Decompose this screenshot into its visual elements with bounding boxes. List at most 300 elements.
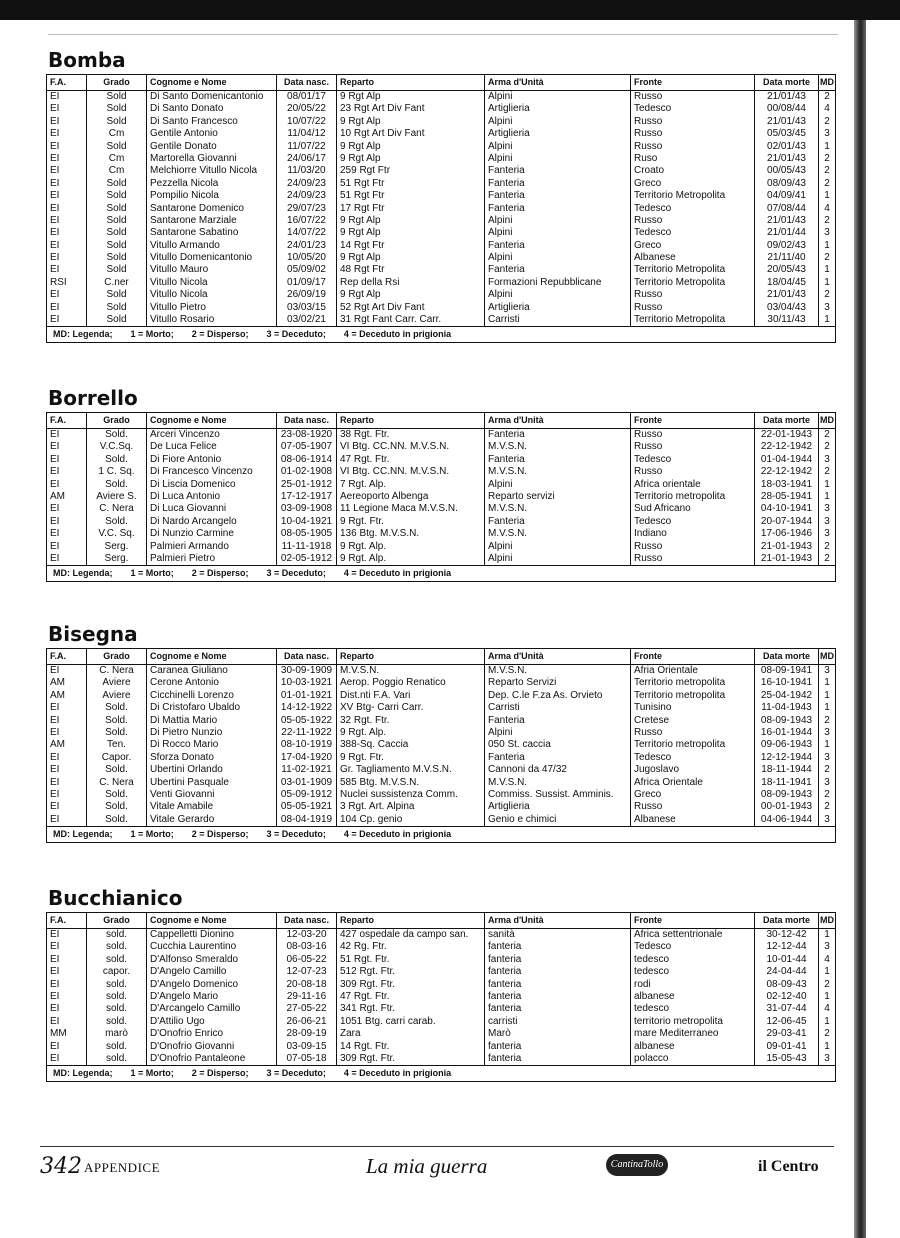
cell-reparto: 309 Rgt. Ftr. — [337, 1053, 485, 1065]
header-nasc: Data nasc. — [277, 913, 337, 928]
table-row — [47, 991, 835, 1003]
cell-fa: AM — [47, 677, 87, 689]
cell-arma: Fanteria — [485, 454, 631, 466]
cell-reparto: 38 Rgt. Ftr. — [337, 429, 485, 441]
cell-arma: Alpini — [485, 91, 631, 103]
cell-fronte: Tedesco — [631, 454, 755, 466]
cell-nome: Martorella Giovanni — [147, 153, 277, 165]
cell-grado: sold. — [87, 979, 147, 991]
table-row — [47, 215, 835, 227]
cell-nasc: 07-05-1907 — [277, 441, 337, 453]
cell-grado: Cm — [87, 165, 147, 177]
cell-md: 1 — [824, 140, 830, 152]
cell-nasc: 29/07/23 — [277, 203, 337, 215]
cell-reparto: 7 Rgt. Alp. — [337, 479, 485, 491]
header-arma: Arma d'Unità — [485, 913, 631, 928]
cell-fronte: Ruso — [631, 153, 755, 165]
cell-morte: 22-12-1942 — [755, 441, 819, 453]
cell-md: 2 — [824, 252, 830, 264]
cell-grado: Cm — [87, 128, 147, 140]
cell-arma: Artiglieria — [485, 302, 631, 314]
cell-nome: Pezzella Nicola — [147, 178, 277, 190]
cell-grado: Sold. — [87, 715, 147, 727]
cell-grado: Sold. — [87, 702, 147, 714]
cell-fronte: albanese — [631, 1041, 755, 1053]
cell-morte: 04-10-1941 — [755, 503, 819, 515]
table-row — [47, 1016, 835, 1028]
cell-md: 2 — [824, 714, 830, 726]
cell-arma: Carristi — [485, 314, 631, 326]
cell-nasc: 20-08-18 — [277, 979, 337, 991]
cell-nome: Sforza Donato — [147, 752, 277, 764]
cell-fa: EI — [47, 479, 87, 491]
cell-morte: 10-01-44 — [755, 954, 819, 966]
top-bar — [0, 0, 900, 20]
cell-reparto: Aerop. Poggio Renatico — [337, 677, 485, 689]
cell-reparto: Dist.nti F.A. Vari — [337, 690, 485, 702]
cell-fronte: Africa Orientale — [631, 777, 755, 789]
section-1 — [46, 386, 836, 582]
cell-arma: Alpini — [485, 153, 631, 165]
cell-nome: Di Mattia Mario — [147, 715, 277, 727]
table-row — [47, 553, 835, 565]
cell-fa: EI — [47, 941, 87, 953]
cell-arma: fanteria — [485, 991, 631, 1003]
cell-arma: M.V.S.N. — [485, 441, 631, 453]
cell-arma: Marò — [485, 1028, 631, 1040]
cell-morte: 18-11-1944 — [755, 764, 819, 776]
cell-md: 3 — [824, 528, 830, 540]
cell-fa: EI — [47, 203, 87, 215]
cell-fronte: Africa settentrionale — [631, 929, 755, 941]
cell-grado: V.C.Sq. — [87, 441, 147, 453]
cell-nasc: 08-04-1919 — [277, 814, 337, 826]
cell-fa: EI — [47, 541, 87, 553]
cell-nome: Di Nunzio Carmine — [147, 528, 277, 540]
cell-reparto: 585 Btg. M.V.S.N. — [337, 777, 485, 789]
cell-grado: Sold. — [87, 801, 147, 813]
cell-fa: EI — [47, 702, 87, 714]
header-md: MD — [820, 651, 834, 661]
cell-grado: C.ner — [87, 277, 147, 289]
header-arma: Arma d'Unità — [485, 75, 631, 90]
cell-fronte: Greco — [631, 240, 755, 252]
cell-morte: 00/08/44 — [755, 103, 819, 115]
header-morte: Data morte — [755, 413, 819, 428]
cell-nasc: 17-12-1917 — [277, 491, 337, 503]
cell-nome: Di Cristofaro Ubaldo — [147, 702, 277, 714]
cell-morte: 30-12-42 — [755, 929, 819, 941]
cell-nome: Di Rocco Mario — [147, 739, 277, 751]
table-body — [47, 665, 835, 826]
cell-grado: Sold — [87, 178, 147, 190]
cell-fa: EI — [47, 190, 87, 202]
section-3 — [46, 886, 836, 1082]
legend-disperso: 2 = Disperso; — [191, 329, 249, 340]
cell-nome: D'Onofrio Giovanni — [147, 1041, 277, 1053]
cell-md: 3 — [824, 301, 830, 313]
cell-grado: sold. — [87, 991, 147, 1003]
cell-arma: Artiglieria — [485, 103, 631, 115]
cell-grado: V.C. Sq. — [87, 528, 147, 540]
cell-md: 1 — [824, 990, 830, 1002]
cell-fronte: Russo — [631, 116, 755, 128]
cell-reparto: 9 Rgt. Alp. — [337, 541, 485, 553]
cell-fronte: Tunisino — [631, 702, 755, 714]
appendix-label: APPENDICE — [84, 1160, 161, 1175]
cell-morte: 09-06-1943 — [755, 739, 819, 751]
header-fronte: Fronte — [631, 75, 755, 90]
legend-prigionia: 4 = Deceduto in prigionia — [343, 329, 452, 340]
table-row — [47, 690, 835, 702]
cell-fronte: Territorio Metropolita — [631, 277, 755, 289]
cell-md: 2 — [824, 429, 830, 440]
table-row — [47, 454, 835, 466]
header-nome: Cognome e Nome — [147, 413, 277, 428]
cell-reparto: 51 Rgt Ftr — [337, 190, 485, 202]
legend-disperso: 2 = Disperso; — [191, 1068, 249, 1079]
cell-fa: EI — [47, 553, 87, 565]
cell-fronte: Africa orientale — [631, 479, 755, 491]
cell-grado: 1 C. Sq. — [87, 466, 147, 478]
cell-morte: 21/01/43 — [755, 215, 819, 227]
legend-morto: 1 = Morto; — [130, 329, 174, 340]
cell-morte: 08-09-1943 — [755, 715, 819, 727]
cell-arma: Fanteria — [485, 715, 631, 727]
cell-morte: 21-01-1943 — [755, 541, 819, 553]
cell-morte: 02-12-40 — [755, 991, 819, 1003]
table-header — [47, 649, 835, 665]
cell-morte: 21/01/43 — [755, 289, 819, 301]
cell-reparto: 9 Rgt Alp — [337, 116, 485, 128]
cell-fa: EI — [47, 727, 87, 739]
cell-md: 2 — [824, 441, 830, 453]
cell-nome: Vitullo Rosario — [147, 314, 277, 326]
legend-label: MD: Legenda; — [53, 1068, 113, 1079]
cell-morte: 21-01-1943 — [755, 553, 819, 565]
cell-morte: 09-01-41 — [755, 1041, 819, 1053]
cell-reparto: 42 Rg. Ftr. — [337, 941, 485, 953]
cell-fa: EI — [47, 814, 87, 826]
cell-nasc: 23-08-1920 — [277, 429, 337, 441]
cell-nasc: 26/09/19 — [277, 289, 337, 301]
cell-nasc: 08-06-1914 — [277, 454, 337, 466]
cell-md: 4 — [824, 953, 830, 965]
cell-nasc: 14-12-1922 — [277, 702, 337, 714]
cell-nasc: 30-09-1909 — [277, 665, 337, 677]
table-row — [47, 739, 835, 751]
cell-reparto: 51 Rgt. Ftr. — [337, 954, 485, 966]
cell-morte: 21/01/43 — [755, 91, 819, 103]
table-row — [47, 264, 835, 276]
legend-morto: 1 = Morto; — [130, 568, 174, 579]
cell-nasc: 03-01-1909 — [277, 777, 337, 789]
cell-grado: C. Nera — [87, 777, 147, 789]
cell-nasc: 11/07/22 — [277, 141, 337, 153]
cell-arma: Alpini — [485, 215, 631, 227]
cell-md: 3 — [824, 128, 830, 140]
md-legend — [47, 565, 835, 581]
legend-deceduto: 3 = Deceduto; — [266, 1068, 326, 1079]
cell-fa: EI — [47, 240, 87, 252]
cell-nasc: 03-09-1908 — [277, 503, 337, 515]
cell-nome: D'Onofrio Pantaleone — [147, 1053, 277, 1065]
cell-morte: 18-11-1941 — [755, 777, 819, 789]
cell-nasc: 11/04/12 — [277, 128, 337, 140]
cell-arma: carristi — [485, 1016, 631, 1028]
cell-arma: M.V.S.N. — [485, 503, 631, 515]
cell-reparto: 309 Rgt. Ftr. — [337, 979, 485, 991]
cell-nasc: 28-09-19 — [277, 1028, 337, 1040]
cell-arma: Reparto servizi — [485, 491, 631, 503]
cell-reparto: XV Btg- Carri Carr. — [337, 702, 485, 714]
cell-nasc: 02-05-1912 — [277, 553, 337, 565]
cell-md: 2 — [824, 1028, 830, 1040]
cell-grado: Cm — [87, 153, 147, 165]
cell-reparto: VI Btg. CC.NN. M.V.S.N. — [337, 441, 485, 453]
cell-md: 1 — [824, 966, 830, 978]
cell-reparto: 47 Rgt. Ftr. — [337, 454, 485, 466]
cell-nasc: 01-01-1921 — [277, 690, 337, 702]
cell-arma: Commiss. Sussist. Amminis. — [485, 789, 631, 801]
cell-arma: Artiglieria — [485, 128, 631, 140]
cell-md: 3 — [824, 941, 830, 953]
cell-nome: Vitale Amabile — [147, 801, 277, 813]
cell-arma: Alpini — [485, 116, 631, 128]
cell-grado: Sold — [87, 314, 147, 326]
header-nasc: Data nasc. — [277, 413, 337, 428]
cell-arma: Alpini — [485, 541, 631, 553]
cell-morte: 12-06-45 — [755, 1016, 819, 1028]
header-morte: Data morte — [755, 913, 819, 928]
cell-fronte: Russo — [631, 553, 755, 565]
cell-morte: 00-01-1943 — [755, 801, 819, 813]
cell-md: 2 — [824, 177, 830, 189]
cell-grado: sold. — [87, 1016, 147, 1028]
cell-nasc: 22-11-1922 — [277, 727, 337, 739]
cell-nome: D'Arcangelo Camillo — [147, 1003, 277, 1015]
cell-reparto: 9 Rgt Alp — [337, 289, 485, 301]
cell-fa: EI — [47, 665, 87, 677]
casualty-table — [46, 912, 836, 1082]
cell-grado: Serg. — [87, 553, 147, 565]
cell-grado: Sold — [87, 103, 147, 115]
cell-nome: Di Nardo Arcangelo — [147, 516, 277, 528]
cell-fronte: Tedesco — [631, 941, 755, 953]
cell-reparto: 14 Rgt. Ftr. — [337, 1041, 485, 1053]
cell-grado: Aviere — [87, 690, 147, 702]
cell-morte: 04/09/41 — [755, 190, 819, 202]
cell-nome: Pompilio Nicola — [147, 190, 277, 202]
cell-fa: EI — [47, 227, 87, 239]
cell-nome: Di Fiore Antonio — [147, 454, 277, 466]
cell-morte: 21/01/43 — [755, 153, 819, 165]
cell-md: 1 — [824, 689, 830, 701]
cell-arma: Fanteria — [485, 516, 631, 528]
cell-fronte: Indiano — [631, 528, 755, 540]
table-row — [47, 1041, 835, 1053]
header-grado: Grado — [87, 649, 147, 664]
cell-fa: AM — [47, 739, 87, 751]
cell-arma: Alpini — [485, 553, 631, 565]
cell-nome: Santarone Domenico — [147, 203, 277, 215]
cell-md: 1 — [824, 739, 830, 751]
cell-fa: EI — [47, 153, 87, 165]
cell-md: 3 — [824, 453, 830, 465]
cell-arma: Fanteria — [485, 752, 631, 764]
cell-nasc: 03/03/15 — [277, 302, 337, 314]
cell-fronte: Greco — [631, 789, 755, 801]
cell-morte: 09/02/43 — [755, 240, 819, 252]
cell-nasc: 17-04-1920 — [277, 752, 337, 764]
cell-reparto: 1051 Btg. carri carab. — [337, 1016, 485, 1028]
cell-grado: Sold — [87, 116, 147, 128]
header-grado: Grado — [87, 413, 147, 428]
cell-arma: M.V.S.N. — [485, 466, 631, 478]
cell-fronte: Albanese — [631, 252, 755, 264]
header-nome: Cognome e Nome — [147, 75, 277, 90]
cell-fa: EI — [47, 302, 87, 314]
cell-grado: Sold — [87, 240, 147, 252]
cell-grado: sold. — [87, 941, 147, 953]
table-row — [47, 516, 835, 528]
cell-fronte: Territorio metropolita — [631, 739, 755, 751]
table-row — [47, 503, 835, 515]
table-row — [47, 302, 835, 314]
table-body — [47, 91, 835, 326]
cell-grado: Sold — [87, 252, 147, 264]
cell-reparto: 9 Rgt Alp — [337, 252, 485, 264]
legend-deceduto: 3 = Deceduto; — [266, 329, 326, 340]
cell-nasc: 05-05-1922 — [277, 715, 337, 727]
cell-nasc: 08-03-16 — [277, 941, 337, 953]
cell-nasc: 08-05-1905 — [277, 528, 337, 540]
cell-fronte: Russo — [631, 215, 755, 227]
cell-fronte: Territorio metropolita — [631, 491, 755, 503]
cell-md: 3 — [824, 515, 830, 527]
cell-arma: fanteria — [485, 954, 631, 966]
table-row — [47, 702, 835, 714]
cell-nome: Di Pietro Nunzio — [147, 727, 277, 739]
cell-reparto: 388-Sq. Caccia — [337, 739, 485, 751]
table-row — [47, 665, 835, 677]
cell-fa: MM — [47, 1028, 87, 1040]
header-arma: Arma d'Unità — [485, 649, 631, 664]
cell-fronte: Territorio metropolita — [631, 677, 755, 689]
cell-grado: Sold — [87, 289, 147, 301]
cell-nome: Arceri Vincenzo — [147, 429, 277, 441]
header-grado: Grado — [87, 75, 147, 90]
header-reparto: Reparto — [337, 913, 485, 928]
cell-md: 2 — [824, 552, 830, 564]
cell-nome: Palmieri Armando — [147, 541, 277, 553]
table-row — [47, 178, 835, 190]
table-row — [47, 153, 835, 165]
header-md: MD — [820, 415, 834, 425]
cell-grado: Sold. — [87, 454, 147, 466]
cell-nasc: 08/01/17 — [277, 91, 337, 103]
cell-fronte: Afria Orientale — [631, 665, 755, 677]
cell-md: 4 — [824, 202, 830, 214]
cell-grado: Sold — [87, 302, 147, 314]
cell-md: 2 — [824, 165, 830, 177]
cell-nasc: 05-09-1912 — [277, 789, 337, 801]
cell-arma: Cannoni da 47/32 — [485, 764, 631, 776]
header-fa: F.A. — [47, 913, 87, 928]
cell-reparto: 31 Rgt Fant Carr. Carr. — [337, 314, 485, 326]
cell-nasc: 06-05-22 — [277, 954, 337, 966]
cell-grado: Capor. — [87, 752, 147, 764]
cell-nasc: 25-01-1912 — [277, 479, 337, 491]
cell-md: 2 — [824, 214, 830, 226]
cell-reparto: 104 Cp. genio — [337, 814, 485, 826]
table-row — [47, 954, 835, 966]
cell-fa: EI — [47, 441, 87, 453]
cell-grado: Aviere — [87, 677, 147, 689]
cell-nome: De Luca Felice — [147, 441, 277, 453]
table-row — [47, 941, 835, 953]
cell-nome: Di Santo Domenicantonio — [147, 91, 277, 103]
cell-grado: Sold. — [87, 764, 147, 776]
cell-arma: M.V.S.N. — [485, 665, 631, 677]
casualty-table — [46, 74, 836, 343]
cell-nome: Di Luca Giovanni — [147, 503, 277, 515]
cell-fronte: Russo — [631, 466, 755, 478]
table-row — [47, 289, 835, 301]
cell-md: 2 — [824, 91, 830, 102]
cell-arma: fanteria — [485, 941, 631, 953]
cell-fa: EI — [47, 1016, 87, 1028]
cell-arma: Artiglieria — [485, 801, 631, 813]
cell-nome: D'Angelo Mario — [147, 991, 277, 1003]
cell-fronte: albanese — [631, 991, 755, 1003]
cell-fa: EI — [47, 91, 87, 103]
cell-morte: 24-04-44 — [755, 966, 819, 978]
cell-fronte: Russo — [631, 541, 755, 553]
cell-nome: Cappelletti Dionino — [147, 929, 277, 941]
cell-nasc: 11/03/20 — [277, 165, 337, 177]
legend-label: MD: Legenda; — [53, 568, 113, 579]
header-nasc: Data nasc. — [277, 649, 337, 664]
cell-reparto: 9 Rgt. Ftr. — [337, 752, 485, 764]
cell-fronte: Croato — [631, 165, 755, 177]
legend-disperso: 2 = Disperso; — [191, 829, 249, 840]
cell-nome: Venti Giovanni — [147, 789, 277, 801]
cell-grado: sold. — [87, 929, 147, 941]
cell-md: 3 — [824, 776, 830, 788]
table-row — [47, 1003, 835, 1015]
table-row — [47, 777, 835, 789]
cell-fa: AM — [47, 690, 87, 702]
cell-morte: 20/05/43 — [755, 264, 819, 276]
cell-fronte: Tedesco — [631, 203, 755, 215]
table-row — [47, 677, 835, 689]
cell-fa: EI — [47, 777, 87, 789]
cell-nome: Vitullo Mauro — [147, 264, 277, 276]
cell-nome: Di Liscia Domenico — [147, 479, 277, 491]
cell-reparto: VI Btg. CC.NN. M.V.S.N. — [337, 466, 485, 478]
cell-nome: Vitale Gerardo — [147, 814, 277, 826]
cell-nasc: 03/02/21 — [277, 314, 337, 326]
cell-nome: Caranea Giuliano — [147, 665, 277, 677]
cell-grado: Sold — [87, 264, 147, 276]
cell-morte: 05/03/45 — [755, 128, 819, 140]
table-row — [47, 240, 835, 252]
cell-arma: Formazioni Repubblicane — [485, 277, 631, 289]
cell-md: 1 — [824, 276, 830, 288]
cell-fa: EI — [47, 764, 87, 776]
cell-nome: Di Santo Donato — [147, 103, 277, 115]
